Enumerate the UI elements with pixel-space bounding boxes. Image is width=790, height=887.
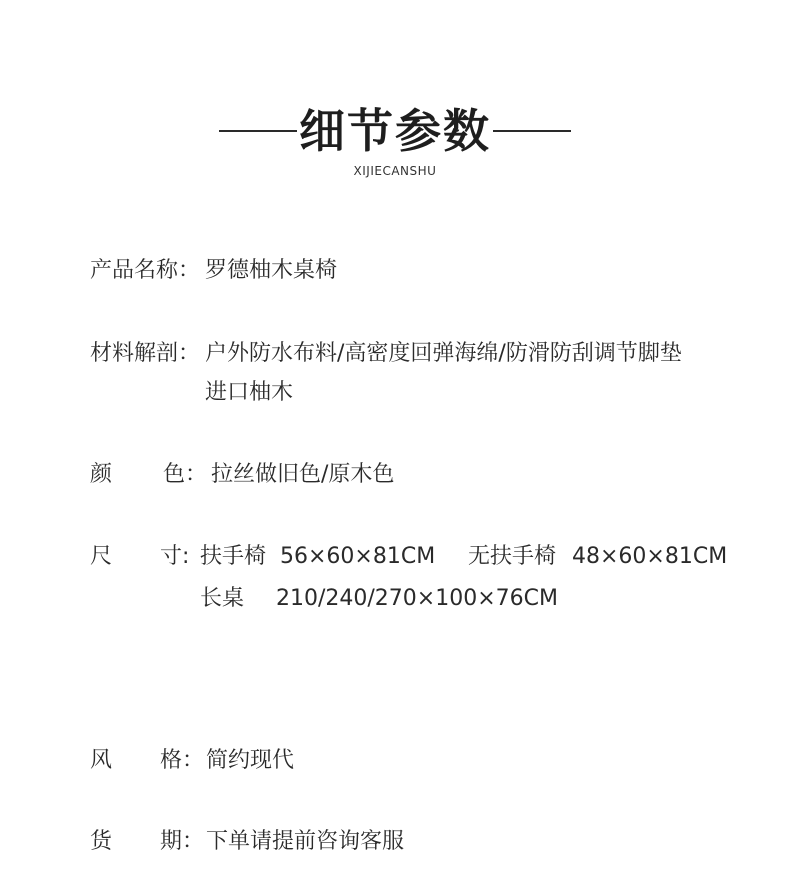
size-label-char2: 寸: xyxy=(160,544,190,569)
title-right-rule xyxy=(493,130,571,132)
product-name-label: 产品名称： xyxy=(90,258,201,283)
color-label-char1: 颜 xyxy=(90,462,113,487)
delivery-value: 下单请提前咨询客服 xyxy=(206,829,405,854)
size-item1-name: 扶手椅 xyxy=(200,544,267,569)
section-subtitle: XIJIECANSHU xyxy=(353,164,437,178)
size-item2-name: 无扶手椅 xyxy=(468,544,557,569)
color-label-char2: 色： xyxy=(163,462,208,487)
material-label: 材料解剖： xyxy=(90,341,201,366)
title-row xyxy=(0,100,790,162)
size-item3-value: 210/240/270×100×76CM xyxy=(276,586,558,611)
delivery-label-char2: 期： xyxy=(160,829,205,854)
section-title: 细节参数 xyxy=(299,104,491,158)
section-header xyxy=(0,100,790,190)
size-label-char1: 尺 xyxy=(90,544,113,569)
title-left-rule xyxy=(219,130,297,132)
size-item3-name: 长桌 xyxy=(200,586,245,611)
material-value-line1: 户外防水布料/高密度回弹海绵/防滑防刮调节脚垫 xyxy=(205,341,682,366)
delivery-label-char1: 货 xyxy=(90,829,113,854)
style-label-char1: 风 xyxy=(90,748,113,773)
product-name-value: 罗德柚木桌椅 xyxy=(205,258,338,283)
size-item1-value: 56×60×81CM xyxy=(280,544,436,569)
material-value-line2: 进口柚木 xyxy=(205,380,294,405)
color-value: 拉丝做旧色/原木色 xyxy=(211,462,395,487)
style-value: 简约现代 xyxy=(206,748,295,773)
style-label-char2: 格： xyxy=(160,748,205,773)
size-item2-value: 48×60×81CM xyxy=(572,544,728,569)
